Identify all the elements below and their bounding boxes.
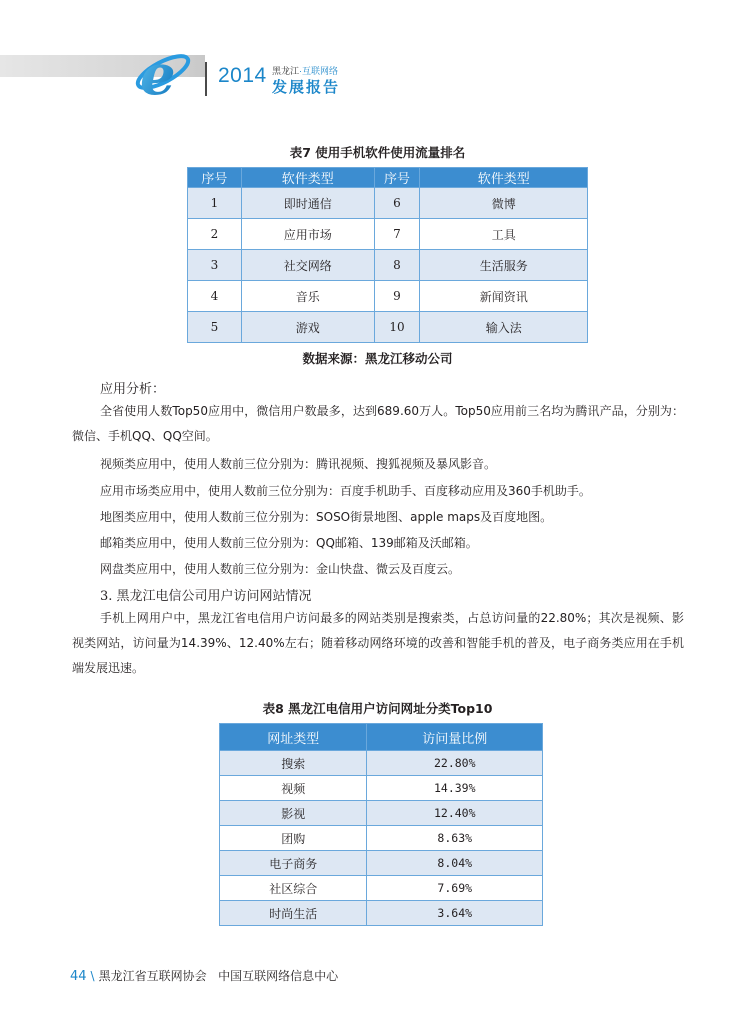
table-row [188,250,588,281]
table7-header-cell: 软件类型 [241,168,374,188]
table-row [220,876,543,901]
rank-cell: 7 [374,219,420,250]
table-row [188,312,588,343]
site-type-cell: 视频 [220,776,367,801]
table-row [188,281,588,312]
header-subtitle-prefix: 黑龙江 [272,66,300,76]
rank-cell: 2 [188,219,242,250]
share-cell: 7.69% [367,876,543,901]
site-type-cell: 社区综合 [220,876,367,901]
type-cell: 新闻资讯 [420,281,588,312]
table7-header-cell: 序号 [188,168,242,188]
table-row [220,826,543,851]
share-cell: 14.39% [367,776,543,801]
type-cell: 音乐 [241,281,374,312]
rank-cell: 9 [374,281,420,312]
section3-paragraph [72,606,684,681]
analysis-paragraph [72,399,684,449]
rank-cell: 8 [374,250,420,281]
rank-cell: 10 [374,312,420,343]
svg-text:e: e [140,42,176,104]
share-cell: 22.80% [367,751,543,776]
analysis-line: 邮箱类应用中，使用人数前三位分别为：QQ邮箱、139邮箱及沃邮箱。 [100,536,478,550]
table7-header-cell: 软件类型 [420,168,588,188]
header-year: 2014 [218,64,267,87]
analysis-heading: 应用分析： [100,382,166,397]
table7-header-cell: 序号 [374,168,420,188]
type-cell: 微博 [420,188,588,219]
rank-cell: 3 [188,250,242,281]
table-row [220,801,543,826]
table7-header-row [188,168,588,188]
table7-caption: 表7 使用手机软件使用流量排名 [289,145,466,160]
table8-header-cell: 网址类型 [220,724,367,751]
rank-cell: 1 [188,188,242,219]
site-type-cell: 时尚生活 [220,901,367,926]
rank-cell: 4 [188,281,242,312]
table7-source: 数据来源：黑龙江移动公司 [302,351,453,366]
section3-heading: 3. 黑龙江电信公司用户访问网站情况 [100,589,312,604]
header-divider [205,62,207,96]
table-row [220,751,543,776]
table8 [219,723,543,926]
table-row [220,776,543,801]
footer-separator: \ [90,969,95,983]
analysis-paragraph-text: 全省使用人数Top50应用中，微信用户数最多，达到689.60万人。Top50应用前三名均为腾讯产品，分别为：微信、手机QQ、QQ空间。 [72,404,684,443]
type-cell: 即时通信 [241,188,374,219]
page-number: 44 [70,969,87,984]
section3-paragraph-text: 手机上网用户中，黑龙江省电信用户访问最多的网站类别是搜索类，占总访问量的22.80%；其次是视频、影视类网站，访问量为14.39%、12.40%左右；随着移动网络环境的改善和智能手机的普及，电子商务类应用在手机端发展迅速。 [72,611,684,675]
type-cell: 输入法 [420,312,588,343]
table-row [188,219,588,250]
type-cell: 社交网络 [241,250,374,281]
rank-cell: 5 [188,312,242,343]
table7 [187,167,588,343]
table-row [220,901,543,926]
share-cell: 3.64% [367,901,543,926]
table8-header-row [220,724,543,751]
site-type-cell: 电子商务 [220,851,367,876]
type-cell: 游戏 [241,312,374,343]
footer-org-1: 黑龙江省互联网协会 [98,969,207,983]
analysis-line: 网盘类应用中，使用人数前三位分别为：金山快盘、微云及百度云。 [100,562,461,576]
analysis-line: 应用市场类应用中，使用人数前三位分别为：百度手机助手、百度移动应用及360手机助手。 [100,484,591,498]
type-cell: 工具 [420,219,588,250]
share-cell: 8.63% [367,826,543,851]
table-row [188,188,588,219]
site-type-cell: 搜索 [220,751,367,776]
type-cell: 应用市场 [241,219,374,250]
share-cell: 8.04% [367,851,543,876]
type-cell: 生活服务 [420,250,588,281]
table8-header-cell: 访问量比例 [367,724,543,751]
table8-caption: 表8 黑龙江电信用户访问网址分类Top10 [262,701,493,716]
header-subtitle-accent: ·互联网络 [299,66,339,76]
table-row [220,851,543,876]
header-title: 发展报告 [272,78,341,96]
page-footer [70,967,338,984]
share-cell: 12.40% [367,801,543,826]
footer-org-2: 中国互联网络信息中心 [218,969,339,983]
analysis-line: 视频类应用中，使用人数前三位分别为：腾讯视频、搜狐视频及暴风影音。 [100,457,497,471]
analysis-line: 地图类应用中，使用人数前三位分别为：SOSO街景地图、apple maps及百度地图。 [100,510,553,524]
ie-logo-icon [130,42,192,104]
site-type-cell: 影视 [220,801,367,826]
rank-cell: 6 [374,188,420,219]
site-type-cell: 团购 [220,826,367,851]
